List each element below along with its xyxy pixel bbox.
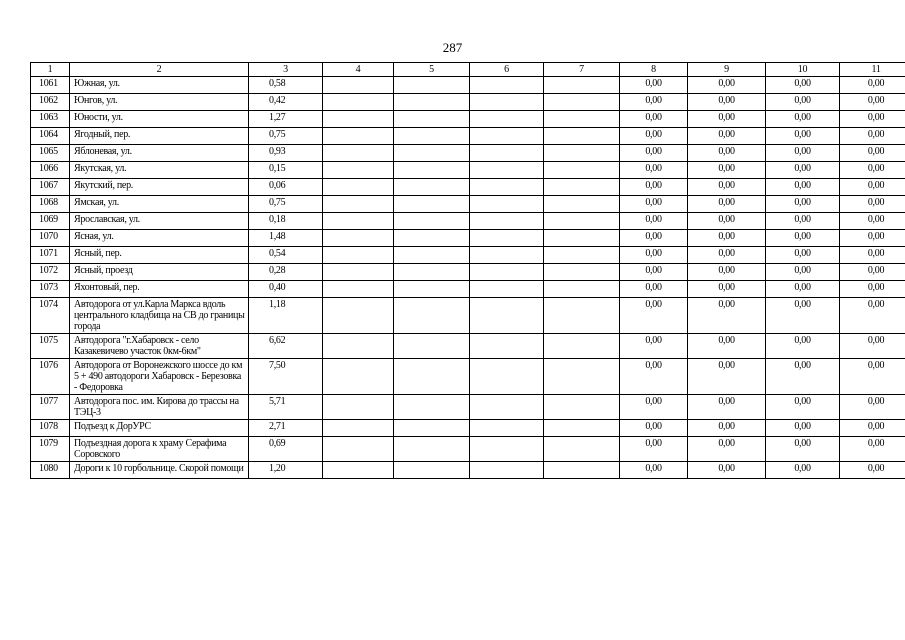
empty-cell [394, 334, 470, 359]
empty-cell [470, 162, 544, 179]
road-length: 1,20 [249, 462, 323, 479]
table-row [31, 213, 905, 230]
value-col-10: 0,00 [766, 230, 840, 247]
road-length: 6,62 [249, 334, 323, 359]
road-length: 1,48 [249, 230, 323, 247]
value-col-10: 0,00 [766, 437, 840, 462]
value-col-8: 0,00 [620, 94, 688, 111]
value-col-11: 0,00 [840, 264, 905, 281]
road-name: Ясный, пер. [70, 247, 249, 264]
road-length: 1,27 [249, 111, 323, 128]
empty-cell [323, 281, 394, 298]
value-col-8: 0,00 [620, 77, 688, 94]
empty-cell [323, 437, 394, 462]
empty-cell [323, 264, 394, 281]
value-col-8: 0,00 [620, 247, 688, 264]
table-row [31, 230, 905, 247]
value-col-8: 0,00 [620, 128, 688, 145]
empty-cell [394, 437, 470, 462]
empty-cell [323, 359, 394, 395]
row-number: 1078 [31, 420, 70, 437]
table-row [31, 437, 905, 462]
value-col-9: 0,00 [688, 128, 766, 145]
empty-cell [470, 334, 544, 359]
row-number: 1069 [31, 213, 70, 230]
empty-cell [323, 77, 394, 94]
value-col-11: 0,00 [840, 462, 905, 479]
empty-cell [544, 145, 620, 162]
empty-cell [470, 77, 544, 94]
empty-cell [544, 334, 620, 359]
value-col-9: 0,00 [688, 162, 766, 179]
value-col-9: 0,00 [688, 111, 766, 128]
value-col-10: 0,00 [766, 420, 840, 437]
value-col-11: 0,00 [840, 281, 905, 298]
value-col-9: 0,00 [688, 213, 766, 230]
empty-cell [544, 264, 620, 281]
roads-table [30, 62, 905, 479]
empty-cell [544, 196, 620, 213]
empty-cell [544, 247, 620, 264]
road-length: 0,75 [249, 196, 323, 213]
road-name: Яблоневая, ул. [70, 145, 249, 162]
empty-cell [544, 77, 620, 94]
empty-cell [544, 298, 620, 334]
value-col-11: 0,00 [840, 94, 905, 111]
row-number: 1074 [31, 298, 70, 334]
table-row [31, 145, 905, 162]
empty-cell [544, 213, 620, 230]
empty-cell [470, 145, 544, 162]
value-col-8: 0,00 [620, 281, 688, 298]
row-number: 1079 [31, 437, 70, 462]
table-row [31, 281, 905, 298]
road-name: Автодорога от Воронежского шоссе до км 5 + 490 автодороги Хабаровск - Березовка - Федоровка [70, 359, 249, 395]
road-name: Юности, ул. [70, 111, 249, 128]
value-col-8: 0,00 [620, 437, 688, 462]
empty-cell [544, 281, 620, 298]
value-col-10: 0,00 [766, 196, 840, 213]
value-col-9: 0,00 [688, 298, 766, 334]
column-header: 1 [31, 63, 70, 77]
road-name: Ягодный, пер. [70, 128, 249, 145]
empty-cell [323, 395, 394, 420]
road-length: 0,69 [249, 437, 323, 462]
value-col-11: 0,00 [840, 196, 905, 213]
empty-cell [470, 298, 544, 334]
value-col-11: 0,00 [840, 213, 905, 230]
value-col-10: 0,00 [766, 77, 840, 94]
table-row [31, 395, 905, 420]
road-length: 7,50 [249, 359, 323, 395]
empty-cell [394, 230, 470, 247]
column-header: 7 [544, 63, 620, 77]
value-col-9: 0,00 [688, 247, 766, 264]
empty-cell [394, 359, 470, 395]
table-row [31, 264, 905, 281]
row-number: 1073 [31, 281, 70, 298]
value-col-10: 0,00 [766, 128, 840, 145]
row-number: 1061 [31, 77, 70, 94]
empty-cell [394, 395, 470, 420]
empty-cell [544, 111, 620, 128]
row-number: 1067 [31, 179, 70, 196]
empty-cell [323, 145, 394, 162]
empty-cell [394, 111, 470, 128]
empty-cell [470, 462, 544, 479]
value-col-10: 0,00 [766, 247, 840, 264]
row-number: 1077 [31, 395, 70, 420]
column-header: 9 [688, 63, 766, 77]
value-col-11: 0,00 [840, 162, 905, 179]
value-col-9: 0,00 [688, 145, 766, 162]
road-length: 0,15 [249, 162, 323, 179]
road-name: Юнгов, ул. [70, 94, 249, 111]
road-name: Южная, ул. [70, 77, 249, 94]
empty-cell [394, 128, 470, 145]
empty-cell [544, 94, 620, 111]
road-length: 5,71 [249, 395, 323, 420]
road-name: Якутская, ул. [70, 162, 249, 179]
value-col-11: 0,00 [840, 334, 905, 359]
value-col-9: 0,00 [688, 420, 766, 437]
empty-cell [470, 230, 544, 247]
value-col-9: 0,00 [688, 264, 766, 281]
value-col-10: 0,00 [766, 264, 840, 281]
value-col-8: 0,00 [620, 111, 688, 128]
value-col-9: 0,00 [688, 359, 766, 395]
column-header: 11 [840, 63, 905, 77]
page-number: 287 [442, 40, 463, 55]
empty-cell [323, 298, 394, 334]
road-name: Подъезд к ДорУРС [70, 420, 249, 437]
row-number: 1075 [31, 334, 70, 359]
empty-cell [470, 94, 544, 111]
value-col-11: 0,00 [840, 128, 905, 145]
empty-cell [394, 247, 470, 264]
table-row [31, 179, 905, 196]
value-col-10: 0,00 [766, 462, 840, 479]
value-col-11: 0,00 [840, 359, 905, 395]
table-row [31, 334, 905, 359]
road-length: 0,54 [249, 247, 323, 264]
value-col-10: 0,00 [766, 213, 840, 230]
empty-cell [544, 420, 620, 437]
empty-cell [394, 298, 470, 334]
value-col-9: 0,00 [688, 334, 766, 359]
empty-cell [470, 196, 544, 213]
value-col-11: 0,00 [840, 145, 905, 162]
empty-cell [470, 281, 544, 298]
empty-cell [544, 395, 620, 420]
column-header: 10 [766, 63, 840, 77]
table-row [31, 111, 905, 128]
road-length: 0,28 [249, 264, 323, 281]
road-length: 0,58 [249, 77, 323, 94]
row-number: 1070 [31, 230, 70, 247]
value-col-11: 0,00 [840, 179, 905, 196]
empty-cell [323, 213, 394, 230]
empty-cell [323, 94, 394, 111]
empty-cell [470, 264, 544, 281]
empty-cell [470, 213, 544, 230]
value-col-10: 0,00 [766, 145, 840, 162]
table-row [31, 420, 905, 437]
value-col-8: 0,00 [620, 395, 688, 420]
value-col-8: 0,00 [620, 420, 688, 437]
empty-cell [323, 247, 394, 264]
row-number: 1064 [31, 128, 70, 145]
road-name: Ямская, ул. [70, 196, 249, 213]
value-col-9: 0,00 [688, 179, 766, 196]
value-col-8: 0,00 [620, 462, 688, 479]
table-row [31, 196, 905, 213]
empty-cell [394, 94, 470, 111]
value-col-11: 0,00 [840, 298, 905, 334]
table-row [31, 77, 905, 94]
empty-cell [323, 230, 394, 247]
empty-cell [470, 395, 544, 420]
row-number: 1063 [31, 111, 70, 128]
empty-cell [323, 162, 394, 179]
table-row [31, 298, 905, 334]
empty-cell [470, 420, 544, 437]
road-name: Ясная, ул. [70, 230, 249, 247]
road-name: Яхонтовый, пер. [70, 281, 249, 298]
road-name: Автодорога "г.Хабаровск - село Казакевичево участок 0км-6км" [70, 334, 249, 359]
empty-cell [323, 111, 394, 128]
empty-cell [470, 247, 544, 264]
value-col-8: 0,00 [620, 145, 688, 162]
road-name: Подъездная дорога к храму Серафима Соровского [70, 437, 249, 462]
value-col-9: 0,00 [688, 281, 766, 298]
value-col-8: 0,00 [620, 334, 688, 359]
empty-cell [544, 179, 620, 196]
value-col-9: 0,00 [688, 77, 766, 94]
empty-cell [323, 128, 394, 145]
value-col-9: 0,00 [688, 230, 766, 247]
value-col-10: 0,00 [766, 111, 840, 128]
column-header: 8 [620, 63, 688, 77]
empty-cell [544, 128, 620, 145]
column-header: 5 [394, 63, 470, 77]
empty-cell [394, 264, 470, 281]
value-col-11: 0,00 [840, 437, 905, 462]
header-row [31, 63, 905, 77]
empty-cell [470, 179, 544, 196]
row-number: 1076 [31, 359, 70, 395]
value-col-11: 0,00 [840, 395, 905, 420]
value-col-11: 0,00 [840, 230, 905, 247]
value-col-10: 0,00 [766, 94, 840, 111]
empty-cell [394, 162, 470, 179]
row-number: 1080 [31, 462, 70, 479]
empty-cell [394, 196, 470, 213]
value-col-10: 0,00 [766, 298, 840, 334]
value-col-11: 0,00 [840, 247, 905, 264]
road-name: Ясный, проезд [70, 264, 249, 281]
empty-cell [394, 77, 470, 94]
value-col-8: 0,00 [620, 196, 688, 213]
empty-cell [323, 420, 394, 437]
empty-cell [394, 179, 470, 196]
road-name: Автодорога пос. им. Кирова до трассы на ТЭЦ-3 [70, 395, 249, 420]
road-length: 0,93 [249, 145, 323, 162]
row-number: 1062 [31, 94, 70, 111]
row-number: 1065 [31, 145, 70, 162]
road-name: Автодорога от ул.Карла Маркса вдоль центрального кладбища на СВ до границы города [70, 298, 249, 334]
value-col-8: 0,00 [620, 162, 688, 179]
value-col-9: 0,00 [688, 395, 766, 420]
empty-cell [470, 111, 544, 128]
row-number: 1071 [31, 247, 70, 264]
road-length: 0,40 [249, 281, 323, 298]
column-header: 2 [70, 63, 249, 77]
column-header: 3 [249, 63, 323, 77]
value-col-10: 0,00 [766, 334, 840, 359]
empty-cell [470, 128, 544, 145]
empty-cell [323, 334, 394, 359]
row-number: 1072 [31, 264, 70, 281]
empty-cell [394, 420, 470, 437]
column-header: 4 [323, 63, 394, 77]
empty-cell [323, 462, 394, 479]
column-header: 6 [470, 63, 544, 77]
road-length: 1,18 [249, 298, 323, 334]
value-col-8: 0,00 [620, 359, 688, 395]
empty-cell [544, 162, 620, 179]
value-col-11: 0,00 [840, 111, 905, 128]
value-col-8: 0,00 [620, 298, 688, 334]
empty-cell [394, 145, 470, 162]
value-col-10: 0,00 [766, 179, 840, 196]
table-row [31, 94, 905, 111]
empty-cell [470, 359, 544, 395]
value-col-11: 0,00 [840, 77, 905, 94]
road-length: 0,06 [249, 179, 323, 196]
value-col-8: 0,00 [620, 179, 688, 196]
empty-cell [323, 196, 394, 213]
road-name: Якутский, пер. [70, 179, 249, 196]
table-row [31, 462, 905, 479]
road-name: Ярославская, ул. [70, 213, 249, 230]
empty-cell [544, 437, 620, 462]
row-number: 1068 [31, 196, 70, 213]
value-col-8: 0,00 [620, 230, 688, 247]
empty-cell [394, 462, 470, 479]
empty-cell [544, 359, 620, 395]
table-row [31, 359, 905, 395]
value-col-10: 0,00 [766, 281, 840, 298]
road-name: Дороги к 10 горбольнице. Скорой помощи [70, 462, 249, 479]
road-length: 2,71 [249, 420, 323, 437]
value-col-11: 0,00 [840, 420, 905, 437]
empty-cell [544, 462, 620, 479]
value-col-10: 0,00 [766, 162, 840, 179]
road-length: 0,18 [249, 213, 323, 230]
road-length: 0,75 [249, 128, 323, 145]
road-length: 0,42 [249, 94, 323, 111]
value-col-8: 0,00 [620, 213, 688, 230]
value-col-9: 0,00 [688, 437, 766, 462]
empty-cell [544, 230, 620, 247]
value-col-8: 0,00 [620, 264, 688, 281]
empty-cell [394, 281, 470, 298]
table-row [31, 247, 905, 264]
empty-cell [394, 213, 470, 230]
value-col-9: 0,00 [688, 94, 766, 111]
empty-cell [470, 437, 544, 462]
value-col-9: 0,00 [688, 462, 766, 479]
value-col-10: 0,00 [766, 359, 840, 395]
value-col-9: 0,00 [688, 196, 766, 213]
table-row [31, 162, 905, 179]
row-number: 1066 [31, 162, 70, 179]
value-col-10: 0,00 [766, 395, 840, 420]
table-row [31, 128, 905, 145]
empty-cell [323, 179, 394, 196]
